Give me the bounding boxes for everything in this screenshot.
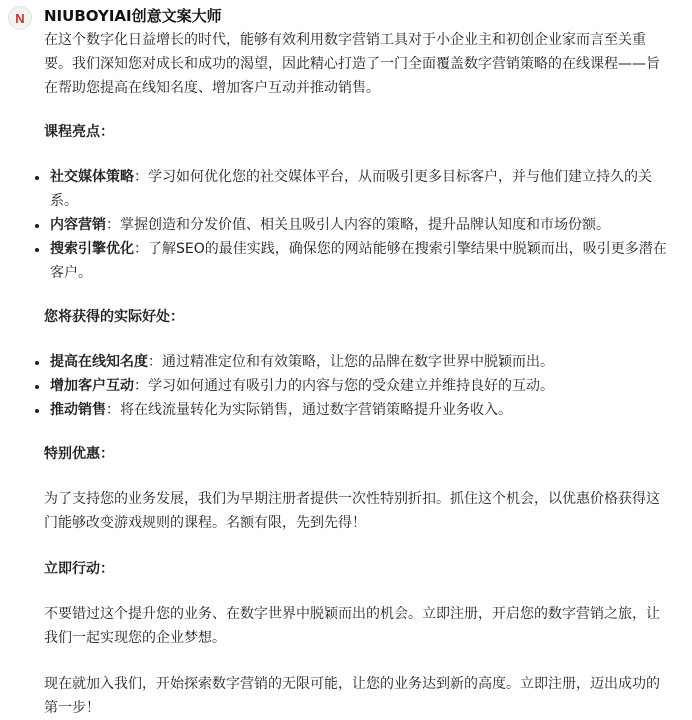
list-item-label: 增加客户互动 <box>50 378 134 394</box>
offer-paragraph: 为了支持您的业务发展，我们为早期注册者提供一次性特别折扣。抓住这个机会，以优惠价格获得这门能够改变游戏规则的课程。名额有限，先到先得！ <box>44 491 660 531</box>
list-item-text: ：学习如何通过有吸引力的内容与您的受众建立并维持良好的互动。 <box>134 378 554 394</box>
list-item <box>44 398 672 422</box>
list-item <box>44 165 672 213</box>
sender-name: NIUBOYIAI创意文案大师 <box>44 7 222 25</box>
list-item-text: ：学习如何优化您的社交媒体平台，从而吸引更多目标客户，并与他们建立持久的关系。 <box>50 169 652 209</box>
highlights-list <box>44 165 672 285</box>
list-item <box>44 213 672 237</box>
offer-heading: 特别优惠： <box>44 446 114 462</box>
action-heading: 立即行动： <box>44 561 114 577</box>
list-item-label: 社交媒体策略 <box>50 169 134 185</box>
list-item-text: ：了解SEO的最佳实践，确保您的网站能够在搜索引擎结果中脱颖而出，吸引更多潜在客户。 <box>50 241 667 281</box>
list-item-text: ：通过精准定位和有效策略，让您的品牌在数字世界中脱颖而出。 <box>148 354 554 370</box>
closing-paragraph: 现在就加入我们，开始探索数字营销的无限可能，让您的业务达到新的高度。立即注册，迈出成功的第一步！ <box>44 676 660 716</box>
list-item-text: ：掌握创造和分发价值、相关且吸引人内容的策略，提升品牌认知度和市场份额。 <box>106 217 610 233</box>
list-item-label: 内容营销 <box>50 217 106 233</box>
list-item-text: ：将在线流量转化为实际销售，通过数字营销策略提升业务收入。 <box>106 402 512 418</box>
intro-paragraph: 在这个数字化日益增长的时代，能够有效利用数字营销工具对于小企业主和初创企业家而言至关重要。我们深知您对成长和成功的渴望，因此精心打造了一门全面覆盖数字营销策略的在线课程——旨在帮助您提高在线知名度、增加客户互动并推动销售。 <box>44 32 660 96</box>
benefits-list <box>44 350 672 422</box>
list-item <box>44 350 672 374</box>
list-item <box>44 237 672 285</box>
message-body <box>44 28 672 720</box>
benefits-heading: 您将获得的实际好处： <box>44 309 184 325</box>
avatar-letter: N <box>15 10 25 26</box>
avatar <box>8 6 32 30</box>
action-paragraph: 不要错过这个提升您的业务、在数字世界中脱颖而出的机会。立即注册，开启您的数字营销之旅，让我们一起实现您的企业梦想。 <box>44 606 660 646</box>
list-item-label: 搜索引擎优化 <box>50 241 134 257</box>
highlights-heading: 课程亮点： <box>44 124 114 140</box>
list-item-label: 提高在线知名度 <box>50 354 148 370</box>
list-item-label: 推动销售 <box>50 402 106 418</box>
list-item <box>44 374 672 398</box>
